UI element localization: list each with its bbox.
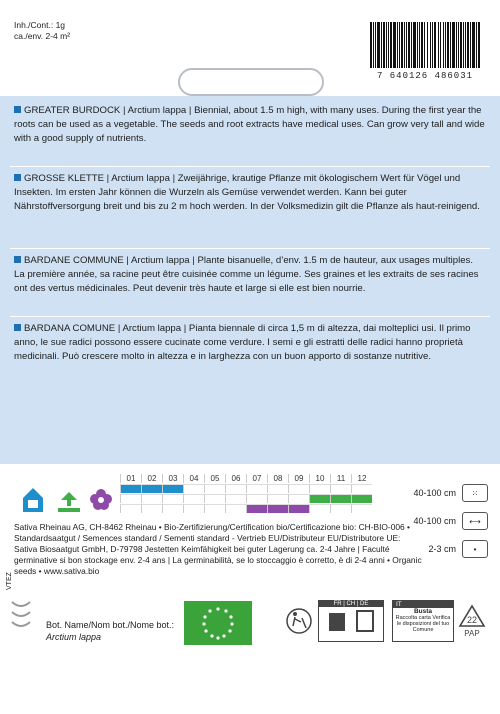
sowing-depth	[428, 540, 488, 558]
spacing-label: 2-3 cm	[428, 544, 456, 554]
barcode-bar	[421, 22, 423, 68]
section-text: | Arctium lappa | Zweijährige, krautige Pflanze mit ökologischem Wert für Vögel und Insekten. Im ersten Jahr können die Wurzeln als Gemüse verwendet werden. Kann bei guter Nährstoffversorgung breit und bis zu 2 m hoch werden. In der Volksmedizin gilt die Pflanze als haut-reinigend.	[14, 173, 480, 212]
it-label: IT	[393, 601, 453, 608]
calendar-cell	[309, 504, 330, 513]
calendar-cell	[330, 484, 351, 493]
barcode-bar	[432, 22, 433, 68]
calendar-cell	[183, 494, 204, 503]
row-spacing	[413, 484, 488, 502]
calendar-cell	[267, 494, 288, 503]
barcode-bar	[386, 22, 387, 68]
section-english	[14, 104, 486, 146]
botanical-label: Bot. Name/Nom bot./Nome bot.:	[46, 620, 175, 630]
bullet-square-icon	[14, 324, 21, 331]
barcode-bar	[470, 22, 471, 68]
barcode-bar	[381, 22, 382, 68]
plant-spacing-icon: ⟷	[462, 512, 488, 530]
content-area: ca./env. 2-4 m²	[14, 31, 71, 41]
row-spacing-icon: ⁙	[462, 484, 488, 502]
section-title: BARDANA COMUNE	[24, 323, 116, 334]
barcode-bar	[447, 22, 449, 68]
calendar-months	[120, 474, 372, 483]
barcode-bar	[404, 22, 405, 68]
barcode-bar	[417, 22, 418, 68]
calendar-cell	[120, 494, 141, 503]
divider	[10, 166, 490, 167]
outdoor-sowing-icon	[56, 488, 82, 514]
barcode-bar	[419, 22, 420, 68]
pap-label: PAP	[464, 629, 480, 638]
barcode-bar	[399, 22, 400, 68]
calendar-cell	[183, 504, 204, 513]
italy-recycling-badge	[392, 600, 454, 642]
calendar-cell	[162, 494, 183, 503]
barcode-bar	[427, 22, 429, 68]
calendar-cell	[225, 504, 246, 513]
pap-number: 22	[466, 615, 478, 625]
eu-organic-logo-icon	[184, 601, 252, 645]
spacing-label: 40-100 cm	[413, 516, 456, 526]
barcode-bar	[408, 22, 410, 68]
calendar-cell	[204, 484, 225, 493]
barcode-bar	[375, 22, 376, 68]
greenhouse-sowing-icon	[20, 486, 46, 514]
divider	[10, 248, 490, 249]
barcode-bar	[445, 22, 446, 68]
section-text: | Arctium lappa | Plante bisanuelle, d’env. 1.5 m de hauteur, aux usages multiples. La première année, sa racine peut être cuisinée comme un légume. Ses graines et les extraits de ses racines ont des vertus médicinales. Peut devenir très haute et large si elle est bien nourrie.	[14, 255, 479, 294]
calendar-cell	[288, 494, 309, 503]
pap-recycling-icon	[456, 604, 488, 640]
barcode-bar	[443, 22, 444, 68]
flowering-icon	[88, 486, 114, 514]
calendar-cell	[141, 484, 162, 493]
calendar-row	[120, 494, 372, 503]
tidyman-icon	[286, 604, 312, 638]
botanical-value: Arctium lappa	[46, 632, 102, 642]
section-french	[14, 254, 486, 296]
sowing-depth-icon: •	[462, 540, 488, 558]
side-code: VTEZ	[6, 572, 13, 590]
barcode-bar	[452, 22, 455, 68]
calendar-rows	[120, 484, 372, 513]
calendar-cell	[288, 504, 309, 513]
recycle-countries: FR | CH | DE	[319, 601, 383, 607]
month-label: 04	[183, 474, 204, 483]
month-label: 01	[120, 474, 141, 483]
calendar-cell	[351, 484, 372, 493]
barcode-bar	[434, 22, 437, 68]
barcode-bar	[413, 22, 416, 68]
month-label: 09	[288, 474, 309, 483]
month-label: 03	[162, 474, 183, 483]
section-text: | Arctium lappa | Biennial, about 1.5 m high, with many uses. During the first year the roots can be used as a vegetable. The seeds and root extracts have medical uses. Can grow very tall and wide with a good supply of nutrients.	[14, 105, 485, 144]
barcode-number: 7 640126 486031	[376, 71, 473, 81]
barcode-bar	[460, 22, 462, 68]
calendar-cell	[120, 484, 141, 493]
paper-bin-icon	[321, 607, 381, 635]
calendar-cell	[351, 494, 372, 503]
barcode-bar	[463, 22, 464, 68]
month-label: 10	[309, 474, 330, 483]
barcode-bar	[478, 22, 480, 68]
section-title: BARDANE COMMUNE	[24, 255, 124, 266]
calendar-cell	[204, 504, 225, 513]
hang-hole	[178, 68, 324, 96]
barcode-bar	[438, 22, 439, 68]
calendar-cell	[204, 494, 225, 503]
calendar-cell	[309, 484, 330, 493]
barcode-bar	[430, 22, 431, 68]
plant-spacing	[413, 512, 488, 530]
barcode-bar	[450, 22, 451, 68]
calendar-cell	[246, 484, 267, 493]
calendar-cell	[183, 484, 204, 493]
busta-text: Raccolta carta Verifica le disposizioni del tuo Comune	[395, 615, 451, 633]
calendar-cell	[309, 494, 330, 503]
calendar-cell	[120, 504, 141, 513]
calendar-cell	[267, 484, 288, 493]
barcode-bar	[458, 22, 459, 68]
bracket-marks-icon	[10, 600, 32, 640]
calendar-cell	[141, 494, 162, 503]
calendar-cell	[330, 494, 351, 503]
barcode-bar	[401, 22, 403, 68]
barcode-bar	[406, 22, 407, 68]
section-text: | Arctium lappa | Pianta biennale di circa 1,5 m di altezza, dai molteplici usi. Il primo anno, le sue radici possono essere cucinate come verdure. I semi e gli estratti delle radici hanno proprietà medicinali. Può crescere molto in altezza e in larghezza con un buon apporto di sostanze nutritive.	[14, 323, 471, 362]
spacing-label: 40-100 cm	[413, 488, 456, 498]
barcode-bar	[377, 22, 380, 68]
barcode-bar	[390, 22, 392, 68]
barcode-bar	[397, 22, 398, 68]
calendar-row	[120, 504, 372, 513]
month-label: 06	[225, 474, 246, 483]
calendar-cell	[246, 504, 267, 513]
barcode-bar	[465, 22, 466, 68]
calendar-cell	[225, 494, 246, 503]
sowing-calendar	[120, 474, 372, 513]
month-label: 12	[351, 474, 372, 483]
month-label: 05	[204, 474, 225, 483]
calendar-cell	[225, 484, 246, 493]
barcode-bar	[467, 22, 469, 68]
month-label: 11	[330, 474, 351, 483]
section-title: GREATER BURDOCK	[24, 105, 121, 116]
barcode-bar	[383, 22, 385, 68]
barcode-bar	[373, 22, 374, 68]
month-label: 02	[141, 474, 162, 483]
barcode-bar	[393, 22, 396, 68]
bullet-square-icon	[14, 256, 21, 263]
calendar-cell	[267, 504, 288, 513]
month-label: 08	[267, 474, 288, 483]
bullet-square-icon	[14, 174, 21, 181]
barcode-bar	[424, 22, 425, 68]
section-title: GROSSE KLETTE	[24, 173, 104, 184]
company-info: Sativa Rheinau AG, CH-8462 Rheinau • Bio-Zertifizierung/Certification bio/Certificazione bio: CH-BIO-006 • Standardsaatgut / Semences standard / Sementi standard - Vertrieb EU/Distributeur EU/Distributore UE: Sativa Biosaatgut GmbH, D-79798 Jestetten Keimfähigkeit bei guter Lagerung ca. 2-4 Jahre | Faculté germinative si bon stockage env. 2-4 ans | La germinabilità, se lo stoccaggio è corretto, è di 2-4 anni • Organic seeds • www.sativa.bio	[14, 522, 422, 576]
calendar-row	[120, 484, 372, 493]
busta-label: Busta	[413, 608, 433, 615]
barcode-bar	[388, 22, 389, 68]
calendar-cell	[330, 504, 351, 513]
section-german	[14, 172, 486, 214]
barcode-bar	[440, 22, 442, 68]
content-weight: Inh./Cont.: 1g	[14, 20, 66, 30]
barcode-bar	[476, 22, 477, 68]
calendar-cell	[141, 504, 162, 513]
calendar-cell	[351, 504, 372, 513]
calendar-cell	[162, 504, 183, 513]
barcode-bar	[411, 22, 412, 68]
calendar-cell	[162, 484, 183, 493]
divider	[10, 316, 490, 317]
month-label: 07	[246, 474, 267, 483]
barcode-bar	[472, 22, 475, 68]
section-italian	[14, 322, 486, 364]
barcode-bar	[456, 22, 457, 68]
recycling-badge-fr-ch-de	[318, 600, 384, 642]
barcode	[370, 22, 486, 68]
barcode-bar	[370, 22, 372, 68]
bullet-square-icon	[14, 106, 21, 113]
calendar-cell	[246, 494, 267, 503]
calendar-cell	[288, 484, 309, 493]
